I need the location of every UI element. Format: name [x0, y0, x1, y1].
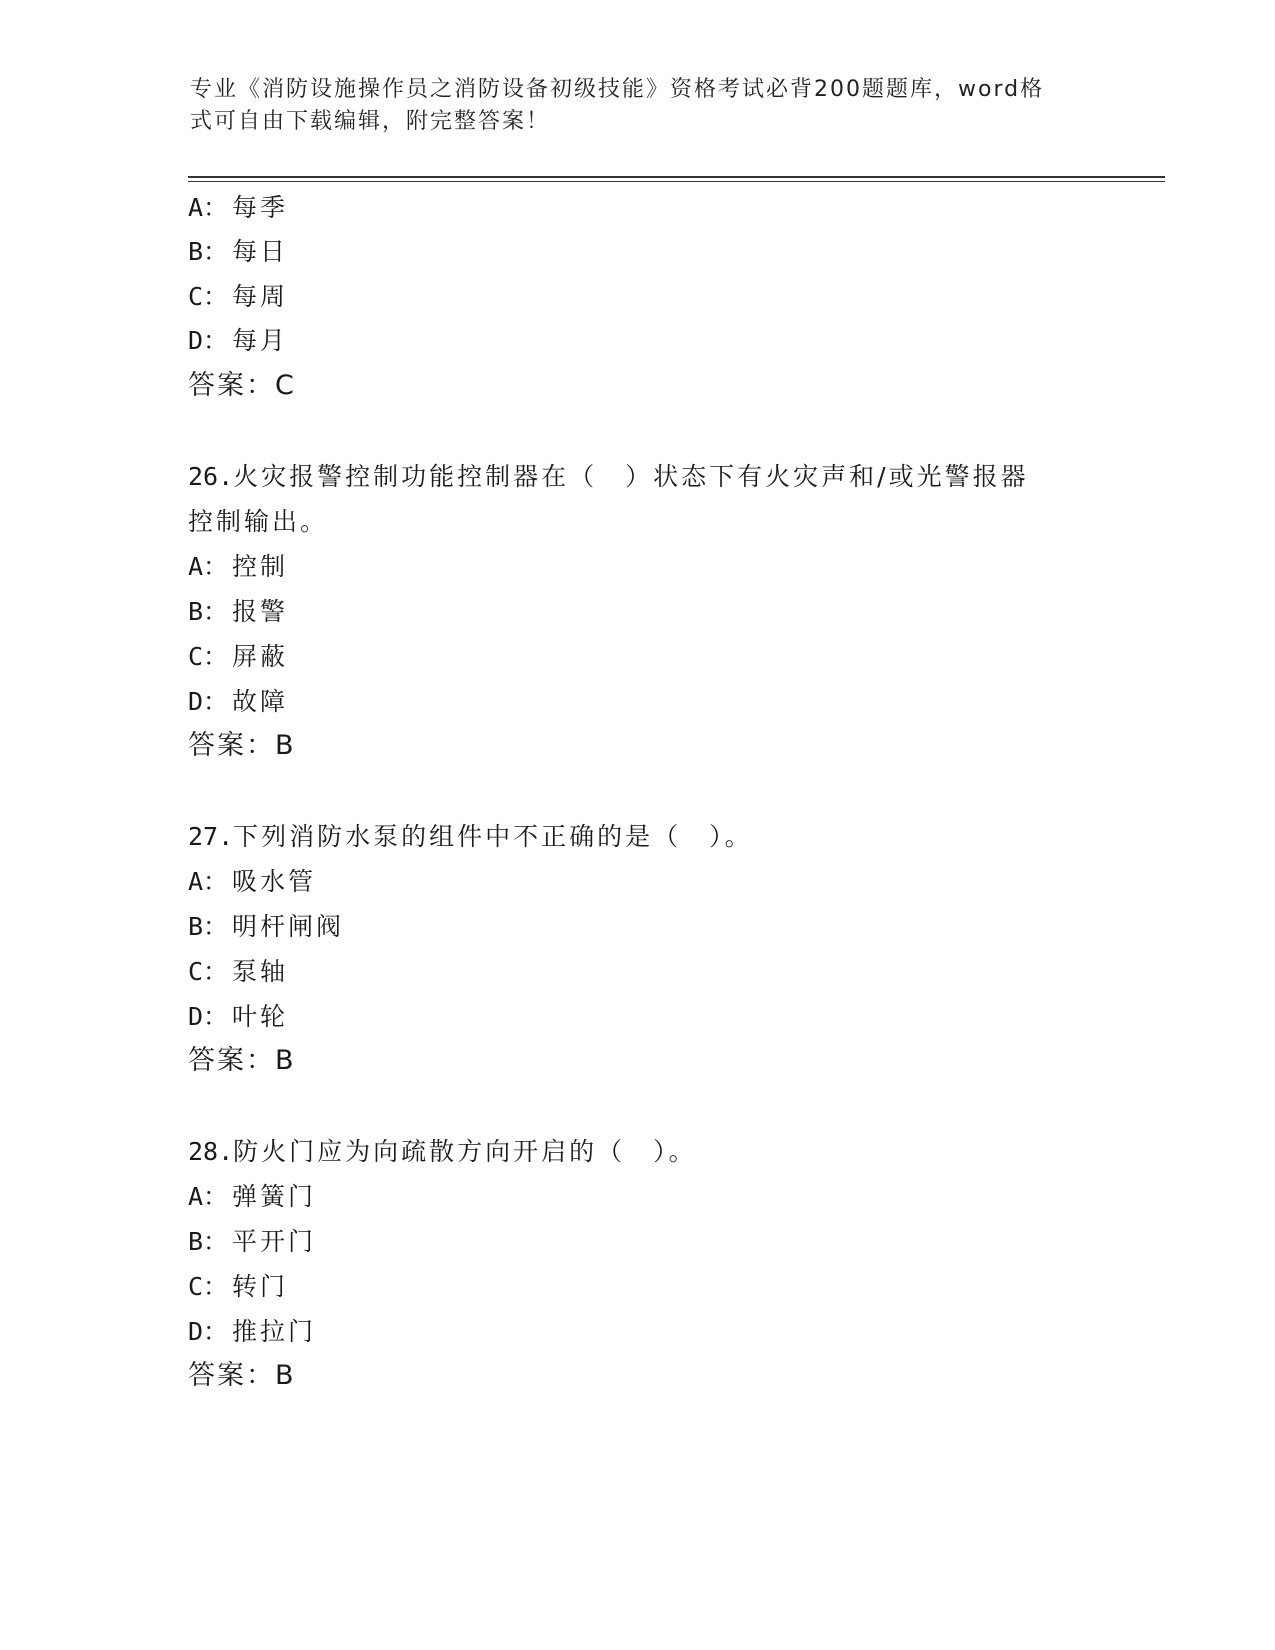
q26-option-c — [188, 639, 288, 675]
option-text: 每周 — [232, 282, 289, 311]
question-number: 27. — [188, 822, 234, 851]
answer-label: 答案： — [188, 730, 275, 761]
q25-answer — [188, 368, 295, 404]
option-label: B： — [188, 597, 229, 626]
question-stem: 下列消防水泵的组件中不正确的是（ ）。 — [233, 822, 753, 851]
q25-option-a — [188, 190, 288, 226]
q28-stem-line-1 — [188, 1134, 697, 1170]
option-label: B： — [188, 237, 229, 266]
option-label: C： — [188, 1272, 229, 1301]
option-text: 控制 — [232, 552, 289, 581]
question-stem: 火灾报警控制功能控制器在（ ）状态下有火灾声和/或光警报器 — [233, 462, 1029, 491]
option-label: C： — [188, 642, 229, 671]
q27-option-c — [188, 954, 288, 990]
question-number: 28. — [188, 1137, 234, 1166]
option-text: 推拉门 — [232, 1317, 317, 1346]
option-label: B： — [188, 912, 229, 941]
option-label: A： — [188, 1182, 229, 1211]
q25-option-d — [188, 323, 288, 359]
header-divider-thick — [188, 176, 1165, 178]
q26-stem-line-2: 控制输出。 — [188, 507, 329, 536]
option-text: 平开门 — [232, 1227, 317, 1256]
q26-stem-line-1 — [188, 459, 1029, 495]
option-text: 报警 — [232, 597, 289, 626]
q28-answer — [188, 1358, 295, 1394]
option-label: D： — [188, 687, 229, 716]
q27-option-a — [188, 864, 316, 900]
option-label: D： — [188, 1317, 229, 1346]
header-divider-thin — [188, 181, 1165, 182]
answer-label: 答案： — [188, 1045, 275, 1076]
option-text: 屏蔽 — [232, 642, 289, 671]
q27-answer — [188, 1043, 295, 1079]
option-text: 叶轮 — [232, 1002, 289, 1031]
option-text: 吸水管 — [232, 867, 317, 896]
header-line-2: 式可自由下载编辑，附完整答案！ — [190, 109, 551, 134]
option-label: D： — [188, 326, 229, 355]
option-text: 泵轴 — [232, 957, 289, 986]
q28-option-d — [188, 1314, 316, 1350]
q26-option-a — [188, 549, 288, 585]
question-stem: 防火门应为向疏散方向开启的（ ）。 — [233, 1137, 697, 1166]
option-label: C： — [188, 282, 229, 311]
header-line-1: 专业《消防设施操作员之消防设备初级技能》资格考试必背200题题库，word格 — [190, 77, 1045, 102]
option-label: A： — [188, 552, 229, 581]
option-label: C： — [188, 957, 229, 986]
option-text: 弹簧门 — [232, 1182, 317, 1211]
q27-option-d — [188, 999, 288, 1035]
option-text: 每日 — [232, 237, 289, 266]
q26-option-d — [188, 684, 288, 720]
answer-value: B — [275, 1045, 295, 1076]
q28-option-a — [188, 1179, 316, 1215]
q26-option-b — [188, 594, 288, 630]
answer-label: 答案： — [188, 1360, 275, 1391]
document-header — [190, 74, 1090, 138]
option-label: A： — [188, 867, 229, 896]
q27-stem-line-1 — [188, 819, 753, 855]
q28-option-c — [188, 1269, 288, 1305]
option-text: 转门 — [232, 1272, 289, 1301]
option-label: B： — [188, 1227, 229, 1256]
question-number: 26. — [188, 462, 234, 491]
option-text: 每季 — [232, 193, 289, 222]
q25-option-b — [188, 234, 288, 270]
q28-option-b — [188, 1224, 316, 1260]
option-text: 故障 — [232, 687, 289, 716]
answer-value: B — [275, 730, 295, 761]
answer-value: C — [275, 370, 295, 401]
q27-option-b — [188, 909, 344, 945]
answer-value: B — [275, 1360, 295, 1391]
option-text: 每月 — [232, 326, 289, 355]
q26-answer — [188, 728, 295, 764]
answer-label: 答案： — [188, 370, 275, 401]
q25-option-c — [188, 279, 288, 315]
option-label: A： — [188, 193, 229, 222]
option-text: 明杆闸阀 — [232, 912, 345, 941]
option-label: D： — [188, 1002, 229, 1031]
